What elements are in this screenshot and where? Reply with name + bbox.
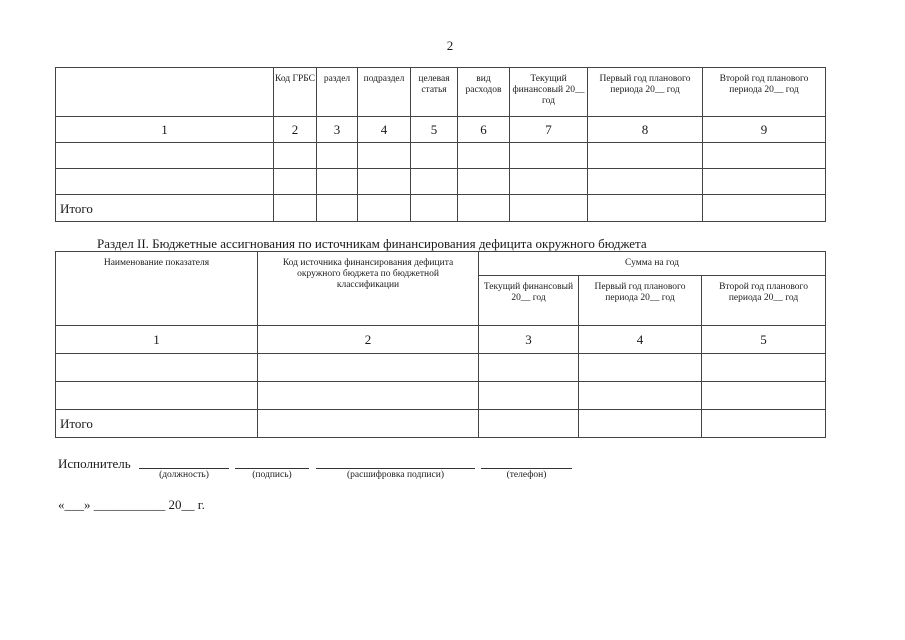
- t2-cell[interactable]: [579, 382, 702, 410]
- t1-cell[interactable]: [358, 169, 411, 195]
- t2-header-sum: Сумма на год: [479, 252, 826, 276]
- signature-decode-line[interactable]: [316, 468, 475, 469]
- t2-cell[interactable]: [702, 410, 826, 438]
- signature-decode-caption: (расшифровка подписи): [347, 470, 444, 480]
- position-caption: (должность): [159, 470, 209, 480]
- t1-cell[interactable]: [510, 169, 588, 195]
- page-number: 2: [446, 38, 454, 53]
- date-line: «___» ___________ 20__ г.: [58, 497, 205, 512]
- t1-cell[interactable]: [510, 143, 588, 169]
- t2-cell[interactable]: [579, 410, 702, 438]
- t1-total-row: [56, 195, 826, 222]
- t1-cell[interactable]: [274, 143, 317, 169]
- t2-cell[interactable]: [479, 382, 579, 410]
- t1-empty-row: [56, 143, 826, 169]
- t1-header-col9: Второй год планового периода 20__ год: [703, 68, 826, 117]
- t1-cell[interactable]: [588, 169, 703, 195]
- t2-total-label: Итого: [56, 410, 258, 438]
- t1-cell[interactable]: [458, 195, 510, 222]
- t2-cell[interactable]: [579, 354, 702, 382]
- t1-cell[interactable]: [56, 143, 274, 169]
- t2-number-cell: 5: [702, 326, 826, 354]
- t1-number-cell: 4: [358, 117, 411, 143]
- t2-cell[interactable]: [702, 354, 826, 382]
- t1-number-cell: 6: [458, 117, 510, 143]
- t1-cell[interactable]: [458, 143, 510, 169]
- t2-number-cell: 4: [579, 326, 702, 354]
- t2-subheader-first: Первый год планового периода 20__ год: [579, 276, 702, 326]
- table-expenses: [55, 67, 826, 222]
- t1-number-cell: 3: [317, 117, 358, 143]
- phone-line[interactable]: [481, 468, 572, 469]
- t1-total-label: Итого: [56, 195, 274, 222]
- section-title: Раздел II. Бюджетные ассигнования по источникам финансирования дефицита окружного бюджета: [97, 236, 647, 251]
- t1-cell[interactable]: [703, 143, 826, 169]
- t1-cell[interactable]: [317, 169, 358, 195]
- t1-cell[interactable]: [358, 195, 411, 222]
- t1-cell[interactable]: [588, 195, 703, 222]
- t1-cell[interactable]: [703, 169, 826, 195]
- t1-number-cell: 5: [411, 117, 458, 143]
- t1-number-cell: 7: [510, 117, 588, 143]
- t2-cell[interactable]: [56, 354, 258, 382]
- t1-cell[interactable]: [411, 143, 458, 169]
- t1-header-blank: [56, 68, 274, 117]
- t1-cell[interactable]: [588, 143, 703, 169]
- signature-line[interactable]: [235, 468, 309, 469]
- t2-number-cell: 2: [258, 326, 479, 354]
- t2-empty-row: [56, 382, 826, 410]
- t2-header-name: Наименование показателя: [56, 252, 258, 326]
- t1-number-cell: 2: [274, 117, 317, 143]
- t1-header-col3: раздел: [317, 68, 358, 117]
- t1-number-cell: 1: [56, 117, 274, 143]
- t2-total-row: [56, 410, 826, 438]
- executor-label: Исполнитель: [58, 456, 131, 471]
- t1-number-cell: 8: [588, 117, 703, 143]
- t1-cell[interactable]: [458, 169, 510, 195]
- t1-cell[interactable]: [274, 195, 317, 222]
- t1-header-col2: Код ГРБС: [274, 68, 317, 117]
- t2-cell[interactable]: [258, 354, 479, 382]
- t1-cell[interactable]: [358, 143, 411, 169]
- t1-header-col4: подраздел: [358, 68, 411, 117]
- t1-cell[interactable]: [274, 169, 317, 195]
- t2-cell[interactable]: [702, 382, 826, 410]
- t1-cell[interactable]: [411, 169, 458, 195]
- t2-number-cell: 1: [56, 326, 258, 354]
- t1-header-col8: Первый год планового периода 20__ год: [588, 68, 703, 117]
- t1-cell[interactable]: [317, 195, 358, 222]
- t1-header-col6: вид расходов: [458, 68, 510, 117]
- t2-empty-row: [56, 354, 826, 382]
- t1-header-col5: целевая статья: [411, 68, 458, 117]
- t1-cell[interactable]: [510, 195, 588, 222]
- t1-cell[interactable]: [317, 143, 358, 169]
- t2-cell[interactable]: [479, 410, 579, 438]
- t2-cell[interactable]: [258, 410, 479, 438]
- t2-subheader-current: Текущий финансовый 20__ год: [479, 276, 579, 326]
- t2-subheader-second: Второй год планового периода 20__ год: [702, 276, 826, 326]
- t2-cell[interactable]: [258, 382, 479, 410]
- t1-empty-row: [56, 169, 826, 195]
- table-deficit-sources: [55, 251, 826, 438]
- signature-caption: (подпись): [252, 470, 292, 480]
- phone-caption: (телефон): [506, 470, 547, 480]
- t2-header-code: Код источника финансирования дефицита окружного бюджета по бюджетной классификации: [258, 252, 479, 326]
- t1-header-col7: Текущий финансовый 20__ год: [510, 68, 588, 117]
- t1-cell[interactable]: [56, 169, 274, 195]
- t1-number-cell: 9: [703, 117, 826, 143]
- t2-cell[interactable]: [56, 382, 258, 410]
- position-line[interactable]: [139, 468, 229, 469]
- t2-number-cell: 3: [479, 326, 579, 354]
- t1-cell[interactable]: [703, 195, 826, 222]
- top-rule: [325, 0, 700, 1]
- t2-cell[interactable]: [479, 354, 579, 382]
- t1-cell[interactable]: [411, 195, 458, 222]
